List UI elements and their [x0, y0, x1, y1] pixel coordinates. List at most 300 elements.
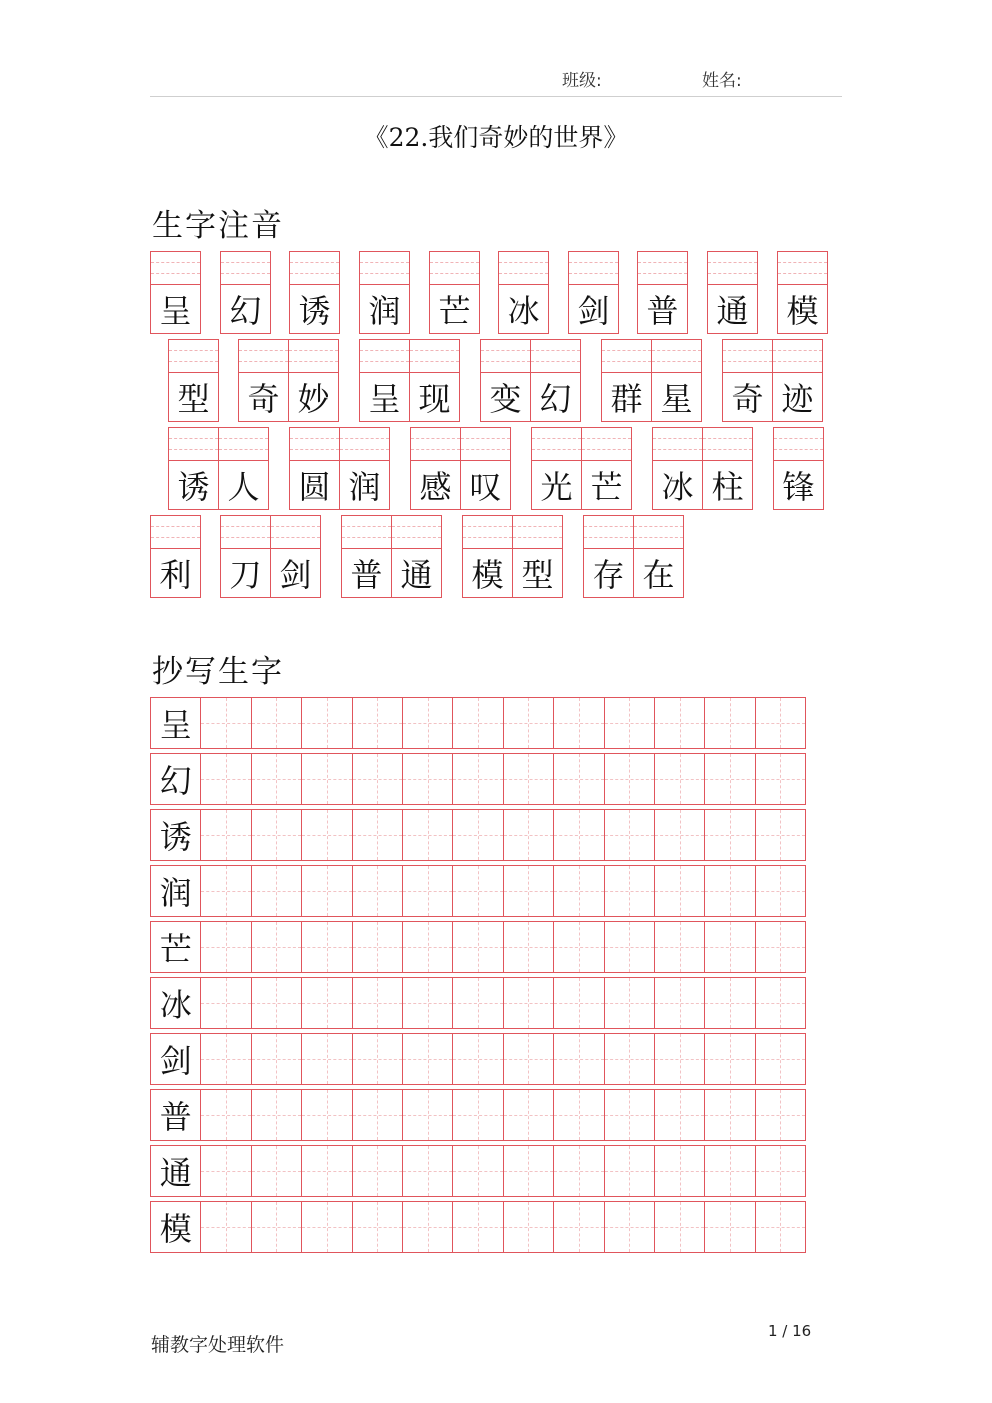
- practice-cell[interactable]: [200, 697, 251, 749]
- practice-cell[interactable]: [301, 1033, 352, 1085]
- model-char-cell: [150, 753, 201, 805]
- hanzi-char: 变: [489, 380, 522, 418]
- word-unit: [773, 427, 823, 510]
- name-label: 姓名:: [702, 71, 742, 91]
- pinyin-blank[interactable]: [290, 428, 339, 461]
- pinyin-blank[interactable]: [531, 340, 580, 373]
- practice-cell[interactable]: [604, 921, 655, 973]
- copy-row: [150, 809, 818, 861]
- model-char: 诱: [159, 818, 192, 856]
- pinyin-blank[interactable]: [723, 340, 772, 373]
- practice-cell[interactable]: [755, 1089, 806, 1141]
- pinyin-cell: [581, 427, 632, 510]
- practice-cell[interactable]: [604, 1145, 655, 1197]
- practice-cell[interactable]: [200, 865, 251, 917]
- practice-cell[interactable]: [704, 1033, 755, 1085]
- copy-row: [150, 977, 818, 1029]
- pinyin-blank[interactable]: [221, 516, 270, 549]
- pinyin-blank[interactable]: [463, 516, 512, 549]
- model-char-cell: [150, 1033, 201, 1085]
- practice-cell[interactable]: [604, 1033, 655, 1085]
- pinyin-blank[interactable]: [634, 516, 683, 549]
- hanzi-char: 型: [521, 556, 554, 594]
- practice-cell[interactable]: [352, 1145, 403, 1197]
- practice-cell[interactable]: [352, 1201, 403, 1253]
- practice-cell[interactable]: [251, 977, 302, 1029]
- practice-cell[interactable]: [704, 977, 755, 1029]
- hanzi-char: 冰: [661, 468, 694, 506]
- hanzi-char: 润: [368, 292, 401, 330]
- practice-cell[interactable]: [402, 1201, 453, 1253]
- practice-cell[interactable]: [503, 1201, 554, 1253]
- practice-cell[interactable]: [654, 1033, 705, 1085]
- practice-cell[interactable]: [352, 809, 403, 861]
- hanzi-char: 普: [646, 292, 679, 330]
- hanzi-char: 呈: [159, 292, 192, 330]
- practice-cell[interactable]: [301, 1145, 352, 1197]
- word-unit: [220, 515, 320, 598]
- practice-cell[interactable]: [503, 865, 554, 917]
- copy-grid: [150, 697, 818, 1257]
- practice-cell[interactable]: [503, 697, 554, 749]
- pinyin-blank[interactable]: [221, 252, 270, 285]
- practice-cell[interactable]: [452, 697, 503, 749]
- hanzi-char: 芒: [590, 468, 623, 506]
- model-char: 模: [159, 1210, 192, 1248]
- practice-cell[interactable]: [704, 1201, 755, 1253]
- model-char-cell: [150, 865, 201, 917]
- word-unit: [583, 515, 683, 598]
- hanzi-char: 存: [592, 556, 625, 594]
- practice-cell[interactable]: [251, 921, 302, 973]
- copy-row: [150, 753, 818, 805]
- practice-cell[interactable]: [251, 865, 302, 917]
- practice-cell[interactable]: [704, 921, 755, 973]
- word-unit: [289, 427, 389, 510]
- practice-cell[interactable]: [503, 1089, 554, 1141]
- word-unit: [429, 251, 479, 334]
- pinyin-cell: [651, 339, 702, 422]
- hanzi-char: 奇: [247, 380, 280, 418]
- practice-cell[interactable]: [352, 1089, 403, 1141]
- copy-row: [150, 1145, 818, 1197]
- practice-cell[interactable]: [503, 1033, 554, 1085]
- pinyin-cell: [150, 251, 201, 334]
- practice-cell[interactable]: [301, 753, 352, 805]
- practice-cell[interactable]: [503, 977, 554, 1029]
- pinyin-cell: [652, 427, 703, 510]
- model-char-cell: [150, 809, 201, 861]
- practice-cell[interactable]: [352, 921, 403, 973]
- pinyin-blank[interactable]: [513, 516, 562, 549]
- hanzi-char: 现: [418, 380, 451, 418]
- section-pinyin-title: 生字注音: [152, 208, 284, 244]
- hanzi-char: 锋: [782, 468, 815, 506]
- practice-cell[interactable]: [452, 1201, 503, 1253]
- practice-cell[interactable]: [553, 921, 604, 973]
- pinyin-cell: [429, 251, 480, 334]
- pinyin-cell: [777, 251, 828, 334]
- model-char: 呈: [159, 706, 192, 744]
- practice-cell[interactable]: [402, 1089, 453, 1141]
- practice-cell[interactable]: [251, 697, 302, 749]
- footer-software: 辅教字处理软件: [151, 1334, 285, 1356]
- pinyin-blank[interactable]: [169, 340, 218, 373]
- practice-cell[interactable]: [200, 809, 251, 861]
- pinyin-cell: [220, 515, 271, 598]
- practice-cell[interactable]: [452, 809, 503, 861]
- practice-cell[interactable]: [251, 1033, 302, 1085]
- pinyin-blank[interactable]: [151, 516, 200, 549]
- model-char: 剑: [159, 1042, 192, 1080]
- practice-cell[interactable]: [604, 809, 655, 861]
- word-unit: [707, 251, 757, 334]
- practice-cell[interactable]: [755, 865, 806, 917]
- practice-cell[interactable]: [704, 1089, 755, 1141]
- copy-row: [150, 1089, 818, 1141]
- model-char: 芒: [159, 930, 192, 968]
- practice-cell[interactable]: [200, 1033, 251, 1085]
- pinyin-blank[interactable]: [569, 252, 618, 285]
- pinyin-blank[interactable]: [774, 428, 823, 461]
- page-title: 《22.我们奇妙的世界》: [363, 123, 629, 152]
- pinyin-cell: [238, 339, 289, 422]
- pinyin-blank[interactable]: [151, 252, 200, 285]
- practice-cell[interactable]: [503, 921, 554, 973]
- hanzi-char: 幻: [229, 292, 262, 330]
- hanzi-char: 群: [610, 380, 643, 418]
- pinyin-cell: [772, 339, 823, 422]
- pinyin-blank[interactable]: [340, 428, 389, 461]
- pinyin-blank[interactable]: [584, 516, 633, 549]
- pinyin-cell: [289, 251, 340, 334]
- practice-cell[interactable]: [352, 1033, 403, 1085]
- model-char: 冰: [159, 986, 192, 1024]
- pinyin-cell: [220, 251, 271, 334]
- practice-cell[interactable]: [452, 1145, 503, 1197]
- hanzi-char: 冰: [507, 292, 540, 330]
- pinyin-cell: [773, 427, 824, 510]
- practice-cell[interactable]: [452, 865, 503, 917]
- practice-cell[interactable]: [755, 1201, 806, 1253]
- practice-cell[interactable]: [604, 697, 655, 749]
- practice-cell[interactable]: [503, 753, 554, 805]
- pinyin-blank[interactable]: [239, 340, 288, 373]
- pinyin-cell: [568, 251, 619, 334]
- pinyin-cell: [341, 515, 392, 598]
- practice-cell[interactable]: [654, 921, 705, 973]
- pinyin-blank[interactable]: [499, 252, 548, 285]
- model-char-cell: [150, 1089, 201, 1141]
- hanzi-char: 模: [786, 292, 819, 330]
- model-char-cell: [150, 697, 201, 749]
- pinyin-cell: [359, 339, 410, 422]
- pinyin-cell: [702, 427, 753, 510]
- word-unit: [168, 339, 218, 422]
- practice-cell[interactable]: [251, 1201, 302, 1253]
- hanzi-char: 通: [716, 292, 749, 330]
- pinyin-blank[interactable]: [778, 252, 827, 285]
- practice-cell[interactable]: [402, 977, 453, 1029]
- pinyin-blank[interactable]: [290, 252, 339, 285]
- pinyin-cell: [339, 427, 390, 510]
- pinyin-blank[interactable]: [342, 516, 391, 549]
- model-char-cell: [150, 1145, 201, 1197]
- hanzi-char: 叹: [469, 468, 502, 506]
- pinyin-blank[interactable]: [602, 340, 651, 373]
- hanzi-char: 幻: [539, 380, 572, 418]
- practice-cell[interactable]: [553, 697, 604, 749]
- word-unit: [601, 339, 701, 422]
- pinyin-cell: [601, 339, 652, 422]
- pinyin-blank[interactable]: [289, 340, 338, 373]
- class-label: 班级:: [562, 71, 602, 91]
- practice-cell[interactable]: [200, 1145, 251, 1197]
- hanzi-char: 普: [350, 556, 383, 594]
- word-unit: [531, 427, 631, 510]
- pinyin-blank[interactable]: [481, 340, 530, 373]
- practice-cell[interactable]: [654, 1201, 705, 1253]
- hanzi-char: 通: [400, 556, 433, 594]
- pinyin-cell: [150, 515, 201, 598]
- word-unit: [462, 515, 562, 598]
- hanzi-char: 人: [227, 468, 260, 506]
- pinyin-cell: [218, 427, 269, 510]
- pinyin-blank[interactable]: [410, 340, 459, 373]
- hanzi-char: 妙: [297, 380, 330, 418]
- practice-cell[interactable]: [704, 1145, 755, 1197]
- practice-cell[interactable]: [755, 977, 806, 1029]
- practice-cell[interactable]: [553, 753, 604, 805]
- word-unit: [410, 427, 510, 510]
- hanzi-char: 圆: [298, 468, 331, 506]
- practice-cell[interactable]: [553, 865, 604, 917]
- practice-cell[interactable]: [755, 921, 806, 973]
- word-unit: [220, 251, 270, 334]
- practice-cell[interactable]: [452, 921, 503, 973]
- word-unit: [150, 251, 200, 334]
- pinyin-cell: [168, 339, 219, 422]
- pinyin-cell: [707, 251, 758, 334]
- practice-cell[interactable]: [200, 977, 251, 1029]
- practice-cell[interactable]: [200, 1201, 251, 1253]
- pinyin-blank[interactable]: [169, 428, 218, 461]
- pinyin-cell: [512, 515, 563, 598]
- practice-cell[interactable]: [704, 865, 755, 917]
- pinyin-cell: [168, 427, 219, 510]
- pinyin-blank[interactable]: [360, 340, 409, 373]
- practice-cell[interactable]: [352, 865, 403, 917]
- model-char: 润: [159, 874, 192, 912]
- practice-cell[interactable]: [755, 697, 806, 749]
- word-unit: [238, 339, 338, 422]
- pinyin-blank[interactable]: [461, 428, 510, 461]
- copy-row: [150, 1201, 818, 1253]
- practice-cell[interactable]: [402, 753, 453, 805]
- model-char: 幻: [159, 762, 192, 800]
- word-unit: [480, 339, 580, 422]
- practice-cell[interactable]: [402, 1033, 453, 1085]
- practice-cell[interactable]: [200, 753, 251, 805]
- practice-cell[interactable]: [503, 1145, 554, 1197]
- hanzi-char: 诱: [177, 468, 210, 506]
- copy-row: [150, 865, 818, 917]
- hanzi-char: 诱: [298, 292, 331, 330]
- practice-cell[interactable]: [402, 921, 453, 973]
- practice-cell[interactable]: [654, 697, 705, 749]
- copy-row: [150, 1033, 818, 1085]
- practice-cell[interactable]: [251, 1145, 302, 1197]
- hanzi-char: 芒: [438, 292, 471, 330]
- practice-cell[interactable]: [553, 809, 604, 861]
- hanzi-char: 星: [660, 380, 693, 418]
- word-unit: [168, 427, 268, 510]
- practice-cell[interactable]: [604, 977, 655, 1029]
- hanzi-char: 利: [159, 556, 192, 594]
- practice-cell[interactable]: [704, 753, 755, 805]
- practice-cell[interactable]: [452, 1089, 503, 1141]
- pinyin-blank[interactable]: [411, 428, 460, 461]
- pinyin-blank[interactable]: [271, 516, 320, 549]
- practice-cell[interactable]: [301, 921, 352, 973]
- model-char: 通: [159, 1154, 192, 1192]
- practice-cell[interactable]: [704, 809, 755, 861]
- pinyin-blank[interactable]: [582, 428, 631, 461]
- practice-cell[interactable]: [301, 809, 352, 861]
- practice-cell[interactable]: [200, 921, 251, 973]
- practice-cell[interactable]: [352, 753, 403, 805]
- practice-cell[interactable]: [200, 1089, 251, 1141]
- practice-cell[interactable]: [553, 1201, 604, 1253]
- practice-cell[interactable]: [654, 1145, 705, 1197]
- word-unit: [652, 427, 752, 510]
- pinyin-cell: [409, 339, 460, 422]
- practice-cell[interactable]: [503, 809, 554, 861]
- pinyin-blank[interactable]: [392, 516, 441, 549]
- practice-cell[interactable]: [553, 977, 604, 1029]
- pinyin-cell: [462, 515, 513, 598]
- practice-cell[interactable]: [352, 977, 403, 1029]
- practice-cell[interactable]: [654, 977, 705, 1029]
- hanzi-char: 刀: [229, 556, 262, 594]
- practice-cell[interactable]: [553, 1145, 604, 1197]
- pinyin-cell: [410, 427, 461, 510]
- practice-cell[interactable]: [301, 865, 352, 917]
- hanzi-char: 柱: [711, 468, 744, 506]
- pinyin-cell: [633, 515, 684, 598]
- word-unit: [722, 339, 822, 422]
- pinyin-blank[interactable]: [360, 252, 409, 285]
- practice-cell[interactable]: [704, 697, 755, 749]
- pinyin-blank[interactable]: [430, 252, 479, 285]
- practice-cell[interactable]: [402, 1145, 453, 1197]
- practice-cell[interactable]: [604, 1201, 655, 1253]
- word-unit: [289, 251, 339, 334]
- word-unit: [568, 251, 618, 334]
- practice-cell[interactable]: [654, 1089, 705, 1141]
- pinyin-blank[interactable]: [653, 428, 702, 461]
- practice-cell[interactable]: [654, 809, 705, 861]
- pinyin-blank[interactable]: [708, 252, 757, 285]
- copy-row: [150, 697, 818, 749]
- pinyin-cell: [460, 427, 511, 510]
- practice-cell[interactable]: [604, 753, 655, 805]
- pinyin-cell: [722, 339, 773, 422]
- practice-cell[interactable]: [654, 753, 705, 805]
- hanzi-char: 光: [540, 468, 573, 506]
- pinyin-cell: [583, 515, 634, 598]
- practice-cell[interactable]: [604, 865, 655, 917]
- pinyin-cell: [289, 427, 340, 510]
- hanzi-char: 感: [419, 468, 452, 506]
- practice-cell[interactable]: [301, 1089, 352, 1141]
- model-char-cell: [150, 1201, 201, 1253]
- pinyin-cell: [391, 515, 442, 598]
- pinyin-cell: [498, 251, 549, 334]
- pinyin-blank[interactable]: [773, 340, 822, 373]
- practice-cell[interactable]: [755, 1145, 806, 1197]
- practice-cell[interactable]: [755, 753, 806, 805]
- practice-cell[interactable]: [402, 865, 453, 917]
- word-unit: [359, 339, 459, 422]
- pinyin-cell: [270, 515, 321, 598]
- practice-cell[interactable]: [755, 1033, 806, 1085]
- header-divider: [150, 96, 842, 97]
- practice-cell[interactable]: [755, 809, 806, 861]
- practice-cell[interactable]: [654, 865, 705, 917]
- practice-cell[interactable]: [402, 809, 453, 861]
- pinyin-cell: [637, 251, 688, 334]
- practice-cell[interactable]: [402, 697, 453, 749]
- hanzi-char: 型: [177, 380, 210, 418]
- hanzi-char: 迹: [781, 380, 814, 418]
- hanzi-char: 模: [471, 556, 504, 594]
- practice-cell[interactable]: [251, 1089, 302, 1141]
- word-unit: [637, 251, 687, 334]
- word-unit: [498, 251, 548, 334]
- practice-cell[interactable]: [301, 977, 352, 1029]
- practice-cell[interactable]: [251, 809, 302, 861]
- pinyin-cell: [288, 339, 339, 422]
- hanzi-char: 剑: [279, 556, 312, 594]
- word-unit: [150, 515, 200, 598]
- practice-cell[interactable]: [553, 1089, 604, 1141]
- model-char-cell: [150, 921, 201, 973]
- practice-cell[interactable]: [604, 1089, 655, 1141]
- practice-cell[interactable]: [452, 1033, 503, 1085]
- pinyin-blank[interactable]: [652, 340, 701, 373]
- model-char-cell: [150, 977, 201, 1029]
- hanzi-char: 在: [642, 556, 675, 594]
- practice-cell[interactable]: [251, 753, 302, 805]
- pinyin-blank[interactable]: [703, 428, 752, 461]
- practice-cell[interactable]: [301, 697, 352, 749]
- practice-cell[interactable]: [553, 1033, 604, 1085]
- practice-cell[interactable]: [352, 697, 403, 749]
- pinyin-blank[interactable]: [219, 428, 268, 461]
- pinyin-cell: [480, 339, 531, 422]
- practice-cell[interactable]: [452, 977, 503, 1029]
- copy-row: [150, 921, 818, 973]
- word-unit: [341, 515, 441, 598]
- pinyin-blank[interactable]: [532, 428, 581, 461]
- practice-cell[interactable]: [301, 1201, 352, 1253]
- pinyin-blank[interactable]: [638, 252, 687, 285]
- hanzi-char: 润: [348, 468, 381, 506]
- page-number: 1 / 16: [768, 1322, 812, 1340]
- practice-cell[interactable]: [452, 753, 503, 805]
- hanzi-char: 奇: [731, 380, 764, 418]
